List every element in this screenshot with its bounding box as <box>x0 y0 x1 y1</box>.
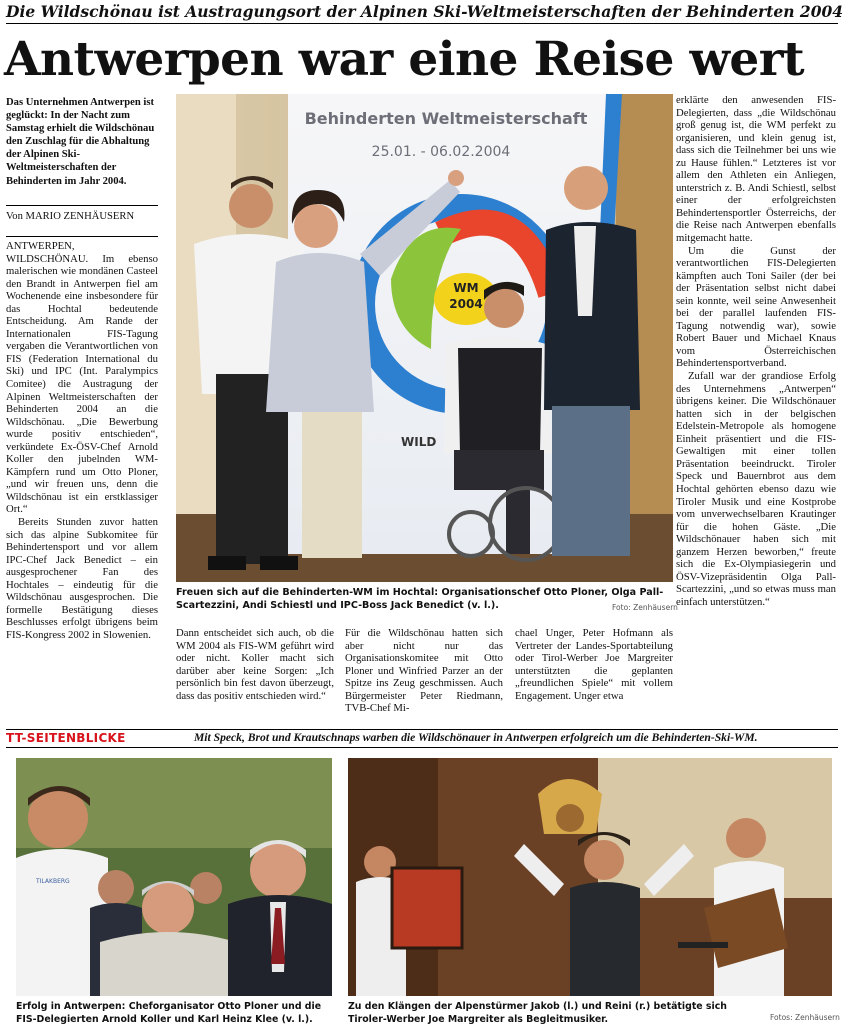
photo-left-caption: Erfolg in Antwerpen: Cheforganisator Otto Ploner und die FIS-Delegierten Arnold Koller und Karl Heinz Klee (v. l.). <box>16 1001 322 1025</box>
photo-right-caption: Zu den Klängen der Alpenstürmer Jakob (l.) und Reini (r.) betätigte sich Tiroler-Werber Joe Margreiter als Begleitmusiker. <box>348 1001 727 1025</box>
photo-right-credit: Fotos: Zenhäusern <box>770 1013 840 1022</box>
article-column-right <box>676 94 836 608</box>
paragraph: Für die Wildschönau hatten sich aber nicht nur das Organisationskomitee mit Otto Ploner und Winfried Parzer an der Spitze ins Zeug geschmissen. Auch Bürgermeister Peter Riedmann, TVB-Chef Mi- <box>345 627 503 715</box>
paragraph: erklärte den anwesenden FIS-Delegierten, dass „die Wildschönau groß genug ist, die WM perfekt zu organisieren, und klein genug ist, dass sich die Teilnehmer bei uns wie zu Hause fühlen.“ Letzteres ist vor allem den Athleten ein Anliegen, unterstrich z. B. Andi Schiestl, selbst einer der erfolgreichsten Behindertensportler Österreichs, der die Reise nach Antwerpen ebenfalls mitgemacht hatte. <box>676 94 836 245</box>
headline: Antwerpen war eine Reise wert <box>4 32 804 87</box>
accordion-icon <box>392 868 462 948</box>
photo-left-illustration <box>16 758 332 996</box>
seitenblicke-strip <box>6 729 838 748</box>
lead-divider <box>6 205 158 206</box>
paragraph: Um die Gunst der verantwortlichen FIS-Delegierten kämpften auch Toni Sailer (der bei der Präsentation selbst nicht dabei sein konnte, weil seine Anwesenheit bei der parallel laufenden FIS-Tagung notwendig war), sowie Robert Bauer und Michael Knaus vom Österreichischen Behindertensportverband. <box>676 244 836 370</box>
main-photo <box>176 94 673 582</box>
article-column-bottom-1 <box>176 627 334 702</box>
paragraph: chael Unger, Peter Hofmann als Vertreter der Landes-Sportabteilung oder Tirol-Werber Joe Margreiter unterstützten die geplanten „freundlichen Spiele“ mit vollem Engagement. Unger etwa <box>515 627 673 702</box>
logo-year-text: 2004 <box>449 297 483 311</box>
byline-divider <box>6 236 158 237</box>
byline: Von MARIO ZENHÄUSERN <box>6 211 135 222</box>
paragraph: ANTWERPEN, WILDSCHÖNAU. Im ebenso malerischen wie mondänen Casteel den Brandt in Antwerpen fiel am Wochenende eine insbesondere für das Hochtal bedeutende Entscheidung. Am Rande der Internationalen FIS-Tagung vergaben die Verantwortlichen von FIS (Federation International du Ski) und IPC (Int. Paralympics Comitee) die Austragung der Alpinen Weltmeisterschaften der Behinderten 2004 an die Wildschönau. „Die Bewerbung wurde positiv entschieden“, verkündete Ex-ÖSV-Chef Arnold Koller den jubelnden WM-Kämpfern rund um Otto Ploner, „und wir freuen uns, denn die Wildschönau ist ein erstklassiger Ort.“ <box>6 240 158 516</box>
photo-right <box>348 758 832 996</box>
lead-paragraph: Das Unternehmen Antwerpen ist geglückt: In der Nacht zum Samstag erhielt die Wildschönau den Zuschlag für die Abhaltung der Alpinen Ski-Weltmeisterschaften der Behinderten im Jahr 2004. <box>6 97 155 187</box>
article-column-left <box>6 240 158 642</box>
article-column-bottom-3 <box>515 627 673 702</box>
kicker-line: Die Wildschönau ist Austragungsort der Alpinen Ski-Weltmeisterschaften der Behinderten 2004 <box>6 2 838 24</box>
main-photo-illustration <box>176 94 673 582</box>
bread-basket <box>538 779 602 834</box>
photo-left <box>16 758 332 996</box>
shirt-badge-text: TILAKBERG <box>36 878 70 885</box>
banner-title-text: Behinderten Weltmeisterschaft <box>304 109 588 128</box>
photo-right-illustration <box>348 758 832 996</box>
paragraph: Bereits Stunden zuvor hatten sich das alpine Subkomitee für Behindertensport und vor allem IPC-Chef Jack Benedict – ein ausgesprochener Fan des Hochtales – eindeutig für die Wildschönau ausgesprochen. Die formelle Bestätigung dieses Beschlusses erfolgt übrigens beim FIS-Kongress 2002 in Slowenien. <box>6 516 158 641</box>
paragraph: Dann entscheidet sich auch, ob die WM 2004 als FIS-WM geführt wird oder nicht. Koller macht sich darüber aber keine Sorgen: „Ich persönlich bin fest davon überzeugt, dass das positiv entschieden wird.“ <box>176 627 334 702</box>
main-photo-caption: Freuen sich auf die Behinderten-WM im Hochtal: Organisationschef Otto Ploner, Olga Pall-Scartezzini, Andi Schiestl und IPC-Boss Jack Benedict (v. l.). <box>176 587 664 611</box>
article-column-bottom-2 <box>345 627 503 715</box>
banner-partial-text: WILD <box>401 435 437 449</box>
main-photo-credit: Foto: Zenhäusern <box>612 603 678 612</box>
logo-wm-text: WM <box>453 281 479 295</box>
seitenblicke-title: Mit Speck, Brot und Krautschnaps warben die Wildschönauer in Antwerpen erfolgreich um die Behinderten-Ski-WM. <box>194 731 758 744</box>
paragraph: Zufall war der grandiose Erfolg des Unternehmens „Antwerpen“ übrigens keiner. Die Wildschönauer hatten sich in der belgischen Edelstein-Metropole als homogene Einheit präsentiert und die FIS-Gewaltigen mit einer tollen Präsentation beeindruckt. Tiroler Speck und Bauernbrot aus dem Hochtal gehörten ebenso dazu wie Tiroler Musik und eine Kostprobe vom unverwechselbaren Krautinger für die hohen Gäste. „Die Wildschönauer haben sich mit ganzem Herzen beworben,“ freute sich die Ex-Olympiasiegerin und ÖSV-Vizepräsidentin Olga Pall-Scartezzini, „und so etwas muss man einfach unterstützen.“ <box>676 370 836 608</box>
banner-dates-text: 25.01. - 06.02.2004 <box>371 144 511 160</box>
seitenblicke-label: TT-SEITENBLICKE <box>6 731 126 745</box>
